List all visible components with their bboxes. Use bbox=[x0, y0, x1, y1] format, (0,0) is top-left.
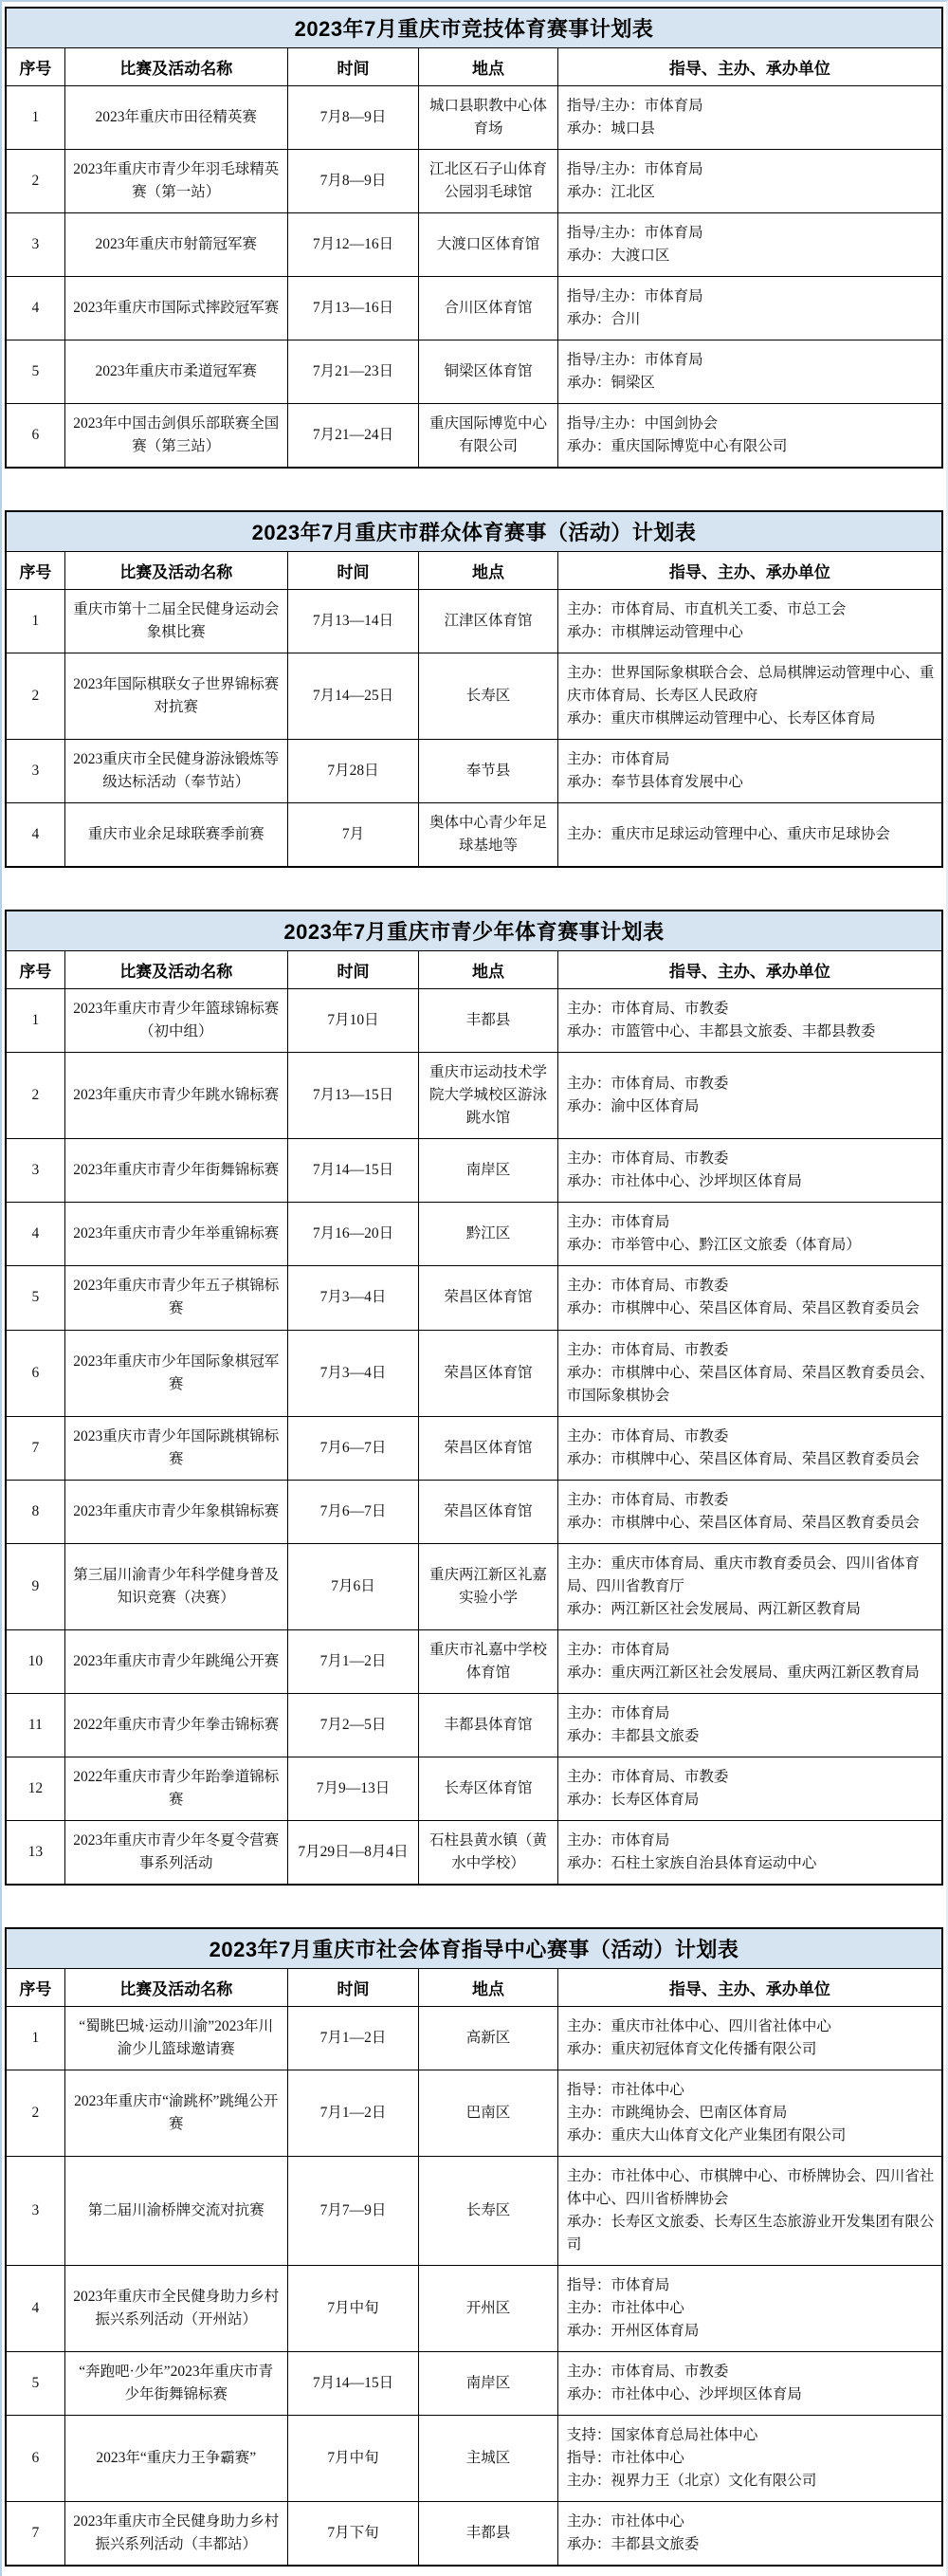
organizers-cell bbox=[557, 740, 942, 803]
organizer-line: 主办：重庆市足球运动管理中心、重庆市足球协会 bbox=[566, 826, 890, 843]
time-cell: 7月 bbox=[287, 803, 419, 868]
event-name-cell: 2022年重庆市青少年跆拳道锦标赛 bbox=[64, 1757, 287, 1820]
organizers-cell bbox=[557, 1693, 942, 1757]
organizers-cell bbox=[557, 1266, 942, 1330]
event-name-cell: 2023年重庆市全民健身助力乡村振兴系列活动（开州站） bbox=[64, 2265, 287, 2351]
organizers-cell bbox=[557, 404, 942, 469]
organizer-line: 承办：重庆市棋牌运动管理中心、长寿区体育局 bbox=[566, 710, 876, 727]
table-row bbox=[6, 1416, 942, 1480]
time-cell: 7月13—15日 bbox=[287, 1053, 419, 1139]
organizer-line: 主办：市体育局、市教委 bbox=[566, 1150, 729, 1168]
place-cell: 大渡口区体育馆 bbox=[419, 213, 558, 277]
row-number-cell: 10 bbox=[6, 1629, 64, 1693]
row-number-cell: 1 bbox=[6, 989, 64, 1053]
organizer-line: 指导/主办：市体育局 bbox=[566, 225, 703, 242]
organizer-line: 主办：市社体中心 bbox=[566, 2513, 684, 2530]
time-cell: 7月1—2日 bbox=[287, 2006, 419, 2070]
organizer-line: 主办：市体育局、市教委 bbox=[566, 1076, 729, 1093]
organizer-line: 承办：开州区体育局 bbox=[566, 2322, 700, 2339]
table-row bbox=[6, 1543, 942, 1629]
row-number-cell: 3 bbox=[6, 740, 64, 803]
place-cell: 丰都县 bbox=[419, 2502, 558, 2567]
organizers-cell bbox=[557, 2351, 942, 2415]
organizers-cell bbox=[557, 1629, 942, 1693]
organizer-line: 承办：重庆初冠体育文化传播有限公司 bbox=[566, 2040, 817, 2057]
column-header: 指导、主办、承办单位 bbox=[557, 951, 942, 989]
column-header: 时间 bbox=[287, 1968, 419, 2006]
column-header: 时间 bbox=[287, 552, 419, 590]
row-number-cell: 5 bbox=[6, 340, 64, 404]
column-header: 比赛及活动名称 bbox=[64, 552, 287, 590]
event-name-cell: 2023年重庆市青少年羽毛球精英赛（第一站） bbox=[64, 150, 287, 213]
organizers-cell bbox=[557, 653, 942, 740]
organizer-line: 承办：大渡口区 bbox=[566, 248, 670, 265]
time-cell: 7月中旬 bbox=[287, 2416, 419, 2502]
organizers-cell bbox=[557, 803, 942, 868]
time-cell: 7月3—4日 bbox=[287, 1266, 419, 1330]
organizer-line: 主办：市体育局、市教委 bbox=[566, 2363, 729, 2380]
table-row bbox=[6, 213, 942, 277]
table-row bbox=[6, 2265, 942, 2351]
event-name-cell: 2023年重庆市田径精英赛 bbox=[64, 86, 287, 150]
place-cell: 奉节县 bbox=[419, 740, 558, 803]
event-name-cell: 第二届川渝桥牌交流对抗赛 bbox=[64, 2156, 287, 2265]
event-name-cell: 第三届川渝青少年科学健身普及知识竞赛（决赛） bbox=[64, 1543, 287, 1629]
row-number-cell: 6 bbox=[6, 2416, 64, 2502]
table-row bbox=[6, 2502, 942, 2567]
time-cell: 7月3—4日 bbox=[287, 1330, 419, 1416]
place-cell: 荣昌区体育馆 bbox=[419, 1416, 558, 1480]
table-row bbox=[6, 1629, 942, 1693]
place-cell: 黔江区 bbox=[419, 1203, 558, 1266]
organizer-line: 承办：市社体中心、沙坪坝区体育局 bbox=[566, 2385, 802, 2402]
place-cell: 丰都县 bbox=[419, 989, 558, 1053]
time-cell: 7月28日 bbox=[287, 740, 419, 803]
organizer-line: 主办：市体育局 bbox=[566, 751, 670, 768]
place-cell: 高新区 bbox=[419, 2006, 558, 2070]
organizer-line: 主办：市体育局、市教委 bbox=[566, 1768, 729, 1785]
table-title-row bbox=[6, 1928, 942, 1969]
place-cell: 巴南区 bbox=[419, 2070, 558, 2156]
time-cell: 7月6—7日 bbox=[287, 1416, 419, 1480]
place-cell: 合川区体育馆 bbox=[419, 277, 558, 340]
column-header: 比赛及活动名称 bbox=[64, 48, 287, 86]
table-row bbox=[6, 2070, 942, 2156]
table-row bbox=[6, 1330, 942, 1416]
table-row bbox=[6, 1693, 942, 1757]
organizer-line: 指导：市体育局 bbox=[566, 2276, 670, 2293]
organizer-line: 承办：重庆国际博览中心有限公司 bbox=[566, 438, 788, 455]
table-title: 2023年7月重庆市群众体育赛事（活动）计划表 bbox=[6, 511, 942, 552]
organizer-line: 主办：市体育局 bbox=[566, 1641, 670, 1658]
organizer-line: 承办：两江新区社会发展局、两江新区教育局 bbox=[566, 1600, 861, 1617]
event-name-cell: “奔跑吧·少年”2023年重庆市青少年街舞锦标赛 bbox=[64, 2351, 287, 2415]
table-row bbox=[6, 1139, 942, 1203]
event-name-cell: 2023年重庆市青少年举重锦标赛 bbox=[64, 1203, 287, 1266]
table-row bbox=[6, 803, 942, 868]
place-cell: 重庆国际博览中心有限公司 bbox=[419, 404, 558, 469]
event-name-cell: 2023年重庆市“渝跳杯”跳绳公开赛 bbox=[64, 2070, 287, 2156]
row-number-cell: 5 bbox=[6, 2351, 64, 2415]
organizer-line: 主办：市社体中心 bbox=[566, 2299, 684, 2316]
time-cell: 7月下旬 bbox=[287, 2502, 419, 2567]
event-name-cell: 2023年“重庆力王争霸赛” bbox=[64, 2416, 287, 2502]
row-number-cell: 9 bbox=[6, 1543, 64, 1629]
time-cell: 7月13—16日 bbox=[287, 277, 419, 340]
place-cell: 长寿区 bbox=[419, 653, 558, 740]
organizers-cell bbox=[557, 590, 942, 653]
organizers-cell bbox=[557, 277, 942, 340]
table-title: 2023年7月重庆市社会体育指导中心赛事（活动）计划表 bbox=[6, 1928, 942, 1969]
organizer-line: 指导/主办：市体育局 bbox=[566, 161, 703, 178]
table-row bbox=[6, 150, 942, 213]
table-row bbox=[6, 1203, 942, 1266]
event-name-cell: 2022年重庆市青少年拳击锦标赛 bbox=[64, 1693, 287, 1757]
table-row bbox=[6, 653, 942, 740]
row-number-cell: 13 bbox=[6, 1820, 64, 1885]
row-number-cell: 4 bbox=[6, 2265, 64, 2351]
row-number-cell: 4 bbox=[6, 1203, 64, 1266]
place-cell: 荣昌区体育馆 bbox=[419, 1480, 558, 1543]
time-cell: 7月16—20日 bbox=[287, 1203, 419, 1266]
place-cell: 荣昌区体育馆 bbox=[419, 1330, 558, 1416]
column-header: 地点 bbox=[419, 1968, 558, 2006]
time-cell: 7月21—23日 bbox=[287, 340, 419, 404]
organizers-cell bbox=[557, 1330, 942, 1416]
table-row bbox=[6, 989, 942, 1053]
column-header: 序号 bbox=[6, 1968, 64, 2006]
organizer-line: 承办：市社体中心、沙坪坝区体育局 bbox=[566, 1173, 802, 1190]
row-number-cell: 3 bbox=[6, 1139, 64, 1203]
organizer-line: 主办：世界国际象棋联合会、总局棋牌运动管理中心、重庆市体育局、长寿区人民政府 bbox=[566, 665, 935, 705]
place-cell: 石柱县黄水镇（黄水中学校） bbox=[419, 1820, 558, 1885]
organizer-line: 承办：渝中区体育局 bbox=[566, 1098, 700, 1115]
column-header: 指导、主办、承办单位 bbox=[557, 48, 942, 86]
place-cell: 城口县职教中心体育场 bbox=[419, 86, 558, 150]
organizer-line: 承办：城口县 bbox=[566, 120, 655, 138]
organizers-cell bbox=[557, 340, 942, 404]
column-header: 序号 bbox=[6, 48, 64, 86]
row-number-cell: 3 bbox=[6, 213, 64, 277]
place-cell: 主城区 bbox=[419, 2416, 558, 2502]
organizer-line: 主办：市体育局 bbox=[566, 1704, 670, 1721]
organizer-line: 主办：视界力王（北京）文化有限公司 bbox=[566, 2473, 817, 2490]
time-cell: 7月1—2日 bbox=[287, 1629, 419, 1693]
row-number-cell: 2 bbox=[6, 150, 64, 213]
event-name-cell: 2023年重庆市柔道冠军赛 bbox=[64, 340, 287, 404]
event-name-cell: 2023年重庆市青少年街舞锦标赛 bbox=[64, 1139, 287, 1203]
event-name-cell: 2023年国际棋联女子世界锦标赛对抗赛 bbox=[64, 653, 287, 740]
time-cell: 7月8—9日 bbox=[287, 150, 419, 213]
table-row bbox=[6, 277, 942, 340]
organizers-cell bbox=[557, 989, 942, 1053]
organizers-cell bbox=[557, 2006, 942, 2070]
time-cell: 7月29日—8月4日 bbox=[287, 1820, 419, 1885]
organizer-line: 主办：市跳绳协会、巴南区体育局 bbox=[566, 2104, 788, 2121]
table-row bbox=[6, 340, 942, 404]
table-row bbox=[6, 1757, 942, 1820]
organizer-line: 主办：市体育局、市直机关工委、市总工会 bbox=[566, 601, 847, 618]
organizers-cell bbox=[557, 2416, 942, 2502]
place-cell: 重庆市礼嘉中学校体育馆 bbox=[419, 1629, 558, 1693]
column-header: 指导、主办、承办单位 bbox=[557, 552, 942, 590]
organizer-line: 指导/主办：中国剑协会 bbox=[566, 415, 719, 432]
organizer-line: 承办：市棋牌中心、荣昌区体育局、荣昌区教育委员会 bbox=[566, 1514, 920, 1531]
plan-table-section bbox=[5, 910, 943, 1885]
plan-table-section bbox=[5, 7, 943, 469]
event-name-cell: 重庆市第十二届全民健身运动会象棋比赛 bbox=[64, 590, 287, 653]
organizer-line: 指导/主办：市体育局 bbox=[566, 288, 703, 305]
organizers-cell bbox=[557, 150, 942, 213]
organizer-line: 承办：丰都县文旅委 bbox=[566, 1727, 700, 1744]
event-name-cell: 2023年重庆市射箭冠军赛 bbox=[64, 213, 287, 277]
event-name-cell: 2023重庆市全民健身游泳锻炼等级达标活动（奉节站） bbox=[64, 740, 287, 803]
event-name-cell: 2023年重庆市青少年冬夏令营赛事系列活动 bbox=[64, 1820, 287, 1885]
column-header: 地点 bbox=[419, 951, 558, 989]
organizer-line: 承办：重庆大山体育文化产业集团有限公司 bbox=[566, 2126, 847, 2144]
time-cell: 7月14—15日 bbox=[287, 1139, 419, 1203]
row-number-cell: 1 bbox=[6, 2006, 64, 2070]
table-row bbox=[6, 590, 942, 653]
plan-table bbox=[5, 7, 943, 469]
place-cell: 江北区石子山体育公园羽毛球馆 bbox=[419, 150, 558, 213]
organizer-line: 指导/主办：市体育局 bbox=[566, 352, 703, 369]
row-number-cell: 8 bbox=[6, 1480, 64, 1543]
row-number-cell: 1 bbox=[6, 86, 64, 150]
table-row bbox=[6, 740, 942, 803]
table-row bbox=[6, 404, 942, 469]
organizer-line: 主办：市体育局 bbox=[566, 1214, 670, 1231]
time-cell: 7月8—9日 bbox=[287, 86, 419, 150]
column-header: 地点 bbox=[419, 48, 558, 86]
time-cell: 7月9—13日 bbox=[287, 1757, 419, 1820]
time-cell: 7月14—15日 bbox=[287, 2351, 419, 2415]
place-cell: 南岸区 bbox=[419, 2351, 558, 2415]
event-name-cell: 2023年重庆市青少年象棋锦标赛 bbox=[64, 1480, 287, 1543]
organizer-line: 承办：市棋牌中心、荣昌区体育局、荣昌区教育委员会、市国际象棋协会 bbox=[566, 1364, 935, 1404]
organizer-line: 承办：市棋牌中心、荣昌区体育局、荣昌区教育委员会 bbox=[566, 1300, 920, 1317]
row-number-cell: 4 bbox=[6, 277, 64, 340]
time-cell: 7月10日 bbox=[287, 989, 419, 1053]
event-name-cell: 2023年重庆市全民健身助力乡村振兴系列活动（丰都站） bbox=[64, 2502, 287, 2567]
event-name-cell: 重庆市业余足球联赛季前赛 bbox=[64, 803, 287, 868]
organizer-line: 指导：市社体中心 bbox=[566, 2081, 684, 2098]
organizer-line: 主办：市体育局、市教委 bbox=[566, 1278, 729, 1295]
event-name-cell: 2023年重庆市青少年五子棋锦标赛 bbox=[64, 1266, 287, 1330]
organizer-line: 承办：长寿区文旅委、长寿区生态旅游业开发集团有限公司 bbox=[566, 2213, 935, 2253]
row-number-cell: 3 bbox=[6, 2156, 64, 2265]
organizer-line: 指导：市社体中心 bbox=[566, 2450, 684, 2467]
organizers-cell bbox=[557, 1543, 942, 1629]
organizer-line: 主办：市社体中心、市棋牌中心、市桥牌协会、四川省社体中心、四川省桥牌协会 bbox=[566, 2167, 935, 2207]
organizer-line: 主办：重庆市体育局、重庆市教育委员会、四川省体育局、四川省教育厅 bbox=[566, 1555, 920, 1594]
plan-table bbox=[5, 1927, 943, 2567]
column-header: 比赛及活动名称 bbox=[64, 1968, 287, 2006]
plan-table bbox=[5, 910, 943, 1885]
table-title-row bbox=[6, 8, 942, 48]
organizer-line: 主办：市体育局、市教委 bbox=[566, 1427, 729, 1444]
organizer-line: 承办：铜梁区 bbox=[566, 375, 655, 392]
column-header: 时间 bbox=[287, 48, 419, 86]
organizers-cell bbox=[557, 1053, 942, 1139]
organizers-cell bbox=[557, 86, 942, 150]
table-row bbox=[6, 2006, 942, 2070]
organizers-cell bbox=[557, 1757, 942, 1820]
organizers-cell bbox=[557, 1480, 942, 1543]
organizer-line: 指导/主办：市体育局 bbox=[566, 98, 703, 114]
row-number-cell: 2 bbox=[6, 653, 64, 740]
table-row bbox=[6, 1053, 942, 1139]
organizers-cell bbox=[557, 2265, 942, 2351]
place-cell: 长寿区体育馆 bbox=[419, 1757, 558, 1820]
place-cell: 江津区体育馆 bbox=[419, 590, 558, 653]
row-number-cell: 1 bbox=[6, 590, 64, 653]
column-header: 地点 bbox=[419, 552, 558, 590]
place-cell: 长寿区 bbox=[419, 2156, 558, 2265]
organizers-cell bbox=[557, 2502, 942, 2567]
organizers-cell bbox=[557, 1203, 942, 1266]
table-row bbox=[6, 1820, 942, 1885]
row-number-cell: 7 bbox=[6, 1416, 64, 1480]
organizers-cell bbox=[557, 2070, 942, 2156]
table-row bbox=[6, 86, 942, 150]
organizer-line: 承办：长寿区体育局 bbox=[566, 1791, 700, 1808]
table-row bbox=[6, 1266, 942, 1330]
table-title-row bbox=[6, 511, 942, 552]
column-header: 比赛及活动名称 bbox=[64, 951, 287, 989]
column-header: 指导、主办、承办单位 bbox=[557, 1968, 942, 2006]
time-cell: 7月6—7日 bbox=[287, 1480, 419, 1543]
organizer-line: 主办：市体育局、市教委 bbox=[566, 1491, 729, 1508]
table-title-row bbox=[6, 911, 942, 951]
plan-table bbox=[5, 510, 943, 868]
organizer-line: 承办：市棋牌中心、荣昌区体育局、荣昌区教育委员会 bbox=[566, 1450, 920, 1467]
organizer-line: 承办：市棋牌运动管理中心 bbox=[566, 624, 743, 641]
column-header: 序号 bbox=[6, 552, 64, 590]
time-cell: 7月中旬 bbox=[287, 2265, 419, 2351]
organizer-line: 承办：石柱土家族自治县体育运动中心 bbox=[566, 1854, 817, 1871]
organizer-line: 主办：市体育局、市教委 bbox=[566, 1341, 729, 1358]
event-name-cell: 2023年重庆市青少年篮球锦标赛（初中组） bbox=[64, 989, 287, 1053]
row-number-cell: 11 bbox=[6, 1693, 64, 1757]
time-cell: 7月1—2日 bbox=[287, 2070, 419, 2156]
event-name-cell: “蜀眺巴城·运动川渝”2023年川渝少儿篮球邀请赛 bbox=[64, 2006, 287, 2070]
organizer-line: 主办：重庆市社体中心、四川省社体中心 bbox=[566, 2017, 831, 2034]
event-name-cell: 2023年重庆市少年国际象棋冠军赛 bbox=[64, 1330, 287, 1416]
place-cell: 荣昌区体育馆 bbox=[419, 1266, 558, 1330]
place-cell: 重庆两江新区礼嘉实验小学 bbox=[419, 1543, 558, 1629]
row-number-cell: 4 bbox=[6, 803, 64, 868]
row-number-cell: 2 bbox=[6, 1053, 64, 1139]
table-header-row bbox=[6, 951, 942, 989]
time-cell: 7月7—9日 bbox=[287, 2156, 419, 2265]
column-header: 序号 bbox=[6, 951, 64, 989]
organizer-line: 承办：合川 bbox=[566, 311, 641, 328]
time-cell: 7月2—5日 bbox=[287, 1693, 419, 1757]
event-name-cell: 2023年中国击剑俱乐部联赛全国赛（第三站） bbox=[64, 404, 287, 469]
place-cell: 开州区 bbox=[419, 2265, 558, 2351]
table-title: 2023年7月重庆市竞技体育赛事计划表 bbox=[6, 8, 942, 48]
row-number-cell: 5 bbox=[6, 1266, 64, 1330]
table-row bbox=[6, 1480, 942, 1543]
row-number-cell: 6 bbox=[6, 404, 64, 469]
place-cell: 南岸区 bbox=[419, 1139, 558, 1203]
time-cell: 7月21—24日 bbox=[287, 404, 419, 469]
row-number-cell: 6 bbox=[6, 1330, 64, 1416]
table-header-row bbox=[6, 1968, 942, 2006]
organizer-line: 承办：奉节县体育发展中心 bbox=[566, 774, 743, 791]
place-cell: 铜梁区体育馆 bbox=[419, 340, 558, 404]
table-header-row bbox=[6, 552, 942, 590]
place-cell: 奥体中心青少年足球基地等 bbox=[419, 803, 558, 868]
column-header: 时间 bbox=[287, 951, 419, 989]
time-cell: 7月6日 bbox=[287, 1543, 419, 1629]
organizer-line: 主办：市体育局、市教委 bbox=[566, 1001, 729, 1018]
organizers-cell bbox=[557, 2156, 942, 2265]
time-cell: 7月12—16日 bbox=[287, 213, 419, 277]
organizer-line: 承办：重庆两江新区社会发展局、重庆两江新区教育局 bbox=[566, 1664, 920, 1681]
row-number-cell: 7 bbox=[6, 2502, 64, 2567]
organizers-cell bbox=[557, 1139, 942, 1203]
organizer-line: 承办：市举管中心、黔江区文旅委（体育局） bbox=[566, 1237, 861, 1254]
plan-table-section bbox=[5, 510, 943, 868]
row-number-cell: 2 bbox=[6, 2070, 64, 2156]
place-cell: 丰都县体育馆 bbox=[419, 1693, 558, 1757]
table-title: 2023年7月重庆市青少年体育赛事计划表 bbox=[6, 911, 942, 951]
table-row bbox=[6, 2351, 942, 2415]
event-name-cell: 2023年重庆市国际式摔跤冠军赛 bbox=[64, 277, 287, 340]
event-name-cell: 2023年重庆市青少年跳绳公开赛 bbox=[64, 1629, 287, 1693]
event-name-cell: 2023年重庆市青少年跳水锦标赛 bbox=[64, 1053, 287, 1139]
row-number-cell: 12 bbox=[6, 1757, 64, 1820]
organizer-line: 主办：市体育局 bbox=[566, 1831, 670, 1849]
organizer-line: 支持：国家体育总局社体中心 bbox=[566, 2427, 758, 2443]
plan-table-section bbox=[5, 1927, 943, 2567]
table-header-row bbox=[6, 48, 942, 86]
organizers-cell bbox=[557, 213, 942, 277]
time-cell: 7月13—14日 bbox=[287, 590, 419, 653]
organizer-line: 承办：江北区 bbox=[566, 184, 655, 201]
organizers-cell bbox=[557, 1820, 942, 1885]
time-cell: 7月14—25日 bbox=[287, 653, 419, 740]
organizers-cell bbox=[557, 1416, 942, 1480]
table-row bbox=[6, 2416, 942, 2502]
table-row bbox=[6, 2156, 942, 2265]
place-cell: 重庆市运动技术学院大学城校区游泳跳水馆 bbox=[419, 1053, 558, 1139]
organizer-line: 承办：丰都县文旅委 bbox=[566, 2536, 700, 2553]
event-name-cell: 2023重庆市青少年国际跳棋锦标赛 bbox=[64, 1416, 287, 1480]
organizer-line: 承办：市篮管中心、丰都县文旅委、丰都县教委 bbox=[566, 1023, 876, 1040]
